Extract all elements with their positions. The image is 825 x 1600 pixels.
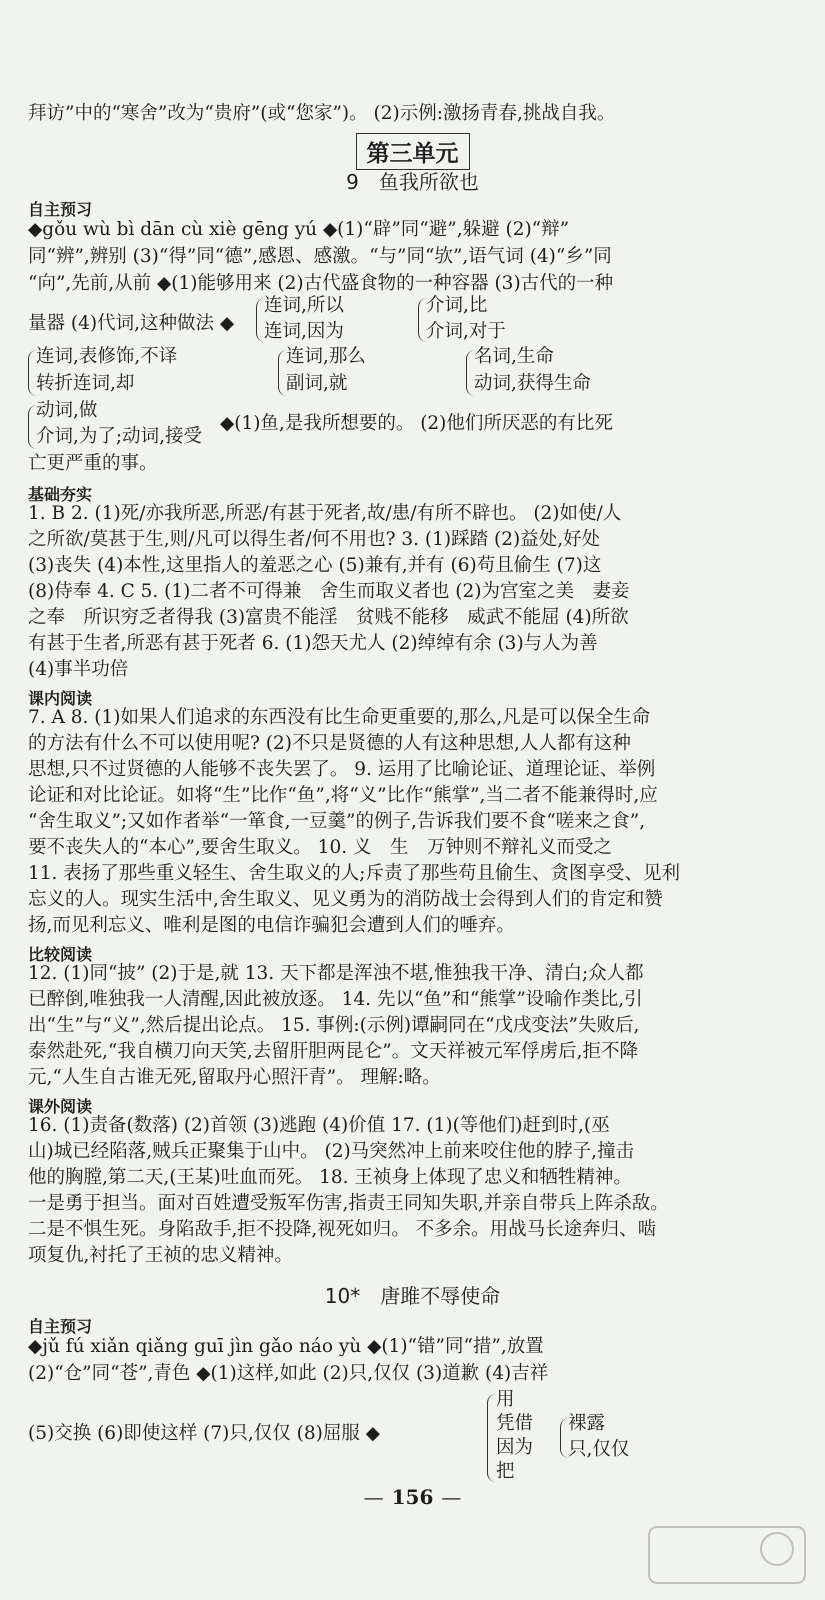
text-line: 的方法有什么不可以使用呢? (2)不只是贤德的人有这种思想,人人都有这种 xyxy=(28,733,631,754)
lesson-9-title: 9 鱼我所欲也 xyxy=(346,170,479,194)
text-line: 论证和对比论证。如将“生”比作“鱼”,将“义”比作“熊掌”,当二者不能兼得时,应 xyxy=(28,785,658,806)
brace-item: 凭借 xyxy=(496,1413,534,1434)
text-line: 有甚于生者,所恶有甚于死者 6. (1)怨天尤人 (2)绰绰有余 (3)与人为善 xyxy=(28,633,598,654)
text-line: (5)交换 (6)即使这样 (7)只,仅仅 (8)屈服 ◆ xyxy=(28,1423,380,1444)
brace xyxy=(487,1394,496,1482)
text-line: 泰然赴死,“我自横刀向天笑,去留肝胆两昆仑”。文天祥被元军俘虏后,拒不降 xyxy=(28,1041,639,1062)
brace-item: 裸露 xyxy=(568,1413,606,1434)
brace-item: 用 xyxy=(496,1389,515,1410)
brace-item: 介词,比 xyxy=(426,295,488,316)
text-line: 同“辨”,辨别 (3)“得”同“德”,感恩、感激。“与”同“欤”,语气词 (4)“乡”同 xyxy=(28,246,612,267)
text-line: 山)城已经陷落,贼兵正聚集于山中。 (2)马突然冲上前来咬住他的脖子,撞击 xyxy=(28,1141,635,1162)
section-heading: 基础夯实 xyxy=(28,485,93,504)
text-line: 量器 (4)代词,这种做法 ◆ xyxy=(28,313,235,334)
text-line: 拜访”中的“寒舍”改为“贵府”(或“您家”)。 (2)示例:激扬青春,挑战自我。 xyxy=(28,103,616,124)
text-line: 他的胸膛,第二天,(王某)吐血而死。 18. 王祯身上体现了忠义和牺牲精神。 xyxy=(28,1167,632,1188)
text-line: (2)“仓”同“苍”,青色 ◆(1)这样,如此 (2)只,仅仅 (3)道歉 (4)吉祥 xyxy=(28,1363,549,1384)
text-line: 11. 表扬了那些重义轻生、舍生取义的人;斥责了那些苟且偷生、贪图享受、见利 xyxy=(28,863,681,884)
brace-item: 名词,生命 xyxy=(474,346,554,367)
brace-item: 介词,对于 xyxy=(426,321,506,342)
text-line: 出“生”与“义”,然后提出论点。 15. 事例:(示例)谭嗣同在“戊戌变法”失败后, xyxy=(28,1015,640,1036)
text-line: 亡更严重的事。 xyxy=(28,453,158,474)
brace-item: 转折连词,却 xyxy=(36,373,135,394)
lesson-10-title: 10* 唐雎不辱使命 xyxy=(324,1284,501,1308)
section-heading: 课外阅读 xyxy=(28,1097,93,1116)
text-line: “向”,先前,从前 ◆(1)能够用来 (2)古代盛食物的一种容器 (3)古代的一种 xyxy=(28,273,614,294)
text-line: 二是不惧生死。身陷敌手,拒不投降,视死如归。 不多余。用战马长途奔归、啮 xyxy=(28,1219,657,1240)
unit-heading: 第三单元 xyxy=(0,133,825,170)
text-line: 忘义的人。现实生活中,舍生取义、见义勇为的消防战士会得到人们的肯定和赞 xyxy=(28,889,663,910)
text-line: 12. (1)同“披” (2)于是,就 13. 天下都是浑浊不堪,惟独我干净、清白;众人都 xyxy=(28,963,644,984)
text-line: 之所欲/莫甚于生,则/凡可以得生者/何不用也? 3. (1)踩踏 (2)益处,好处 xyxy=(28,529,601,550)
text-line: 项复仇,衬托了王祯的忠义精神。 xyxy=(28,1245,293,1266)
brace-item: 连词,那么 xyxy=(286,346,366,367)
text-line: 元,“人生自古谁无死,留取丹心照汗青”。 理解:略。 xyxy=(28,1067,441,1088)
text-line: 7. A 8. (1)如果人们追求的东西没有比生命更重要的,那么,凡是可以保全生命 xyxy=(28,707,651,728)
text-line: 扬,而见利忘义、唯利是图的电信诈骗犯会遭到人们的唾弃。 xyxy=(28,915,515,936)
brace-item: 连词,表修饰,不译 xyxy=(36,346,178,367)
text-line: 之奉 所识穷乏者得我 (3)富贵不能淫 贫贱不能移 威武不能屈 (4)所欲 xyxy=(28,607,629,628)
text-line: ◆jǔ fú xiǎn qiǎng guī jìn gǎo náo yù ◆(1)“错”同“措”,放置 xyxy=(28,1336,544,1357)
section-heading: 自主预习 xyxy=(28,200,93,219)
text-line: 1. B 2. (1)死/亦我所恶,所恶/有甚于死者,故/患/有所不辟也。 (2)如使/人 xyxy=(28,503,622,524)
section-heading: 自主预习 xyxy=(28,1317,93,1336)
text-line: “舍生取义”;又如作者举“一箪食,一豆羹”的例子,告诉我们要不食“嗟来之食”, xyxy=(28,811,646,832)
text-line: (4)事半功倍 xyxy=(28,659,129,680)
text-line: (3)丧失 (4)本性,这里指人的羞恶之心 (5)兼有,并有 (6)苟且偷生 (7)这 xyxy=(28,555,602,576)
brace-item: 副词,就 xyxy=(286,373,348,394)
brace-item: 只,仅仅 xyxy=(568,1439,630,1460)
text-line: ◆gǒu wù bì dān cù xiè gēng yú ◆(1)“辟”同“避”,躲避 (2)“辩” xyxy=(28,219,570,240)
brace-item: 连词,因为 xyxy=(264,321,344,342)
brace-item: 因为 xyxy=(496,1437,534,1458)
brace-item: 把 xyxy=(496,1461,515,1482)
section-heading: 课内阅读 xyxy=(28,689,93,708)
text-line: 已醉倒,唯独我一人清醒,因此被放逐。 14. 先以“鱼”和“熊掌”设喻作类比,引 xyxy=(28,989,643,1010)
watermark-logo xyxy=(647,1525,807,1585)
text-line: (8)侍奉 4. C 5. (1)二者不可得兼 舍生而取义者也 (2)为宫室之美 妻妾 xyxy=(28,581,630,602)
text-line: 16. (1)责备(数落) (2)首领 (3)逃跑 (4)价值 17. (1)(等他们)赶到时,(巫 xyxy=(28,1115,610,1136)
section-heading: 比较阅读 xyxy=(28,945,93,964)
page-number: — 156 — xyxy=(363,1485,462,1509)
brace-item: 动词,获得生命 xyxy=(474,373,591,394)
text-line: 思想,只不过贤德的人能够不丧失罢了。 9. 运用了比喻论证、道理论证、举例 xyxy=(28,759,656,780)
text-line: 要不丧失人的“本心”,要舍生取义。 10. 义 生 万钟则不辩礼义而受之 xyxy=(28,837,612,858)
brace-item: 连词,所以 xyxy=(264,295,344,316)
brace-item: 介词,为了;动词,接受 xyxy=(36,426,202,447)
text-line: 一是勇于担当。面对百姓遭受叛军伤害,指责王同知失职,并亲自带兵上阵杀敌。 xyxy=(28,1193,669,1214)
text-line: ◆(1)鱼,是我所想要的。 (2)他们所厌恶的有比死 xyxy=(220,413,613,434)
brace-item: 动词,做 xyxy=(36,400,98,421)
